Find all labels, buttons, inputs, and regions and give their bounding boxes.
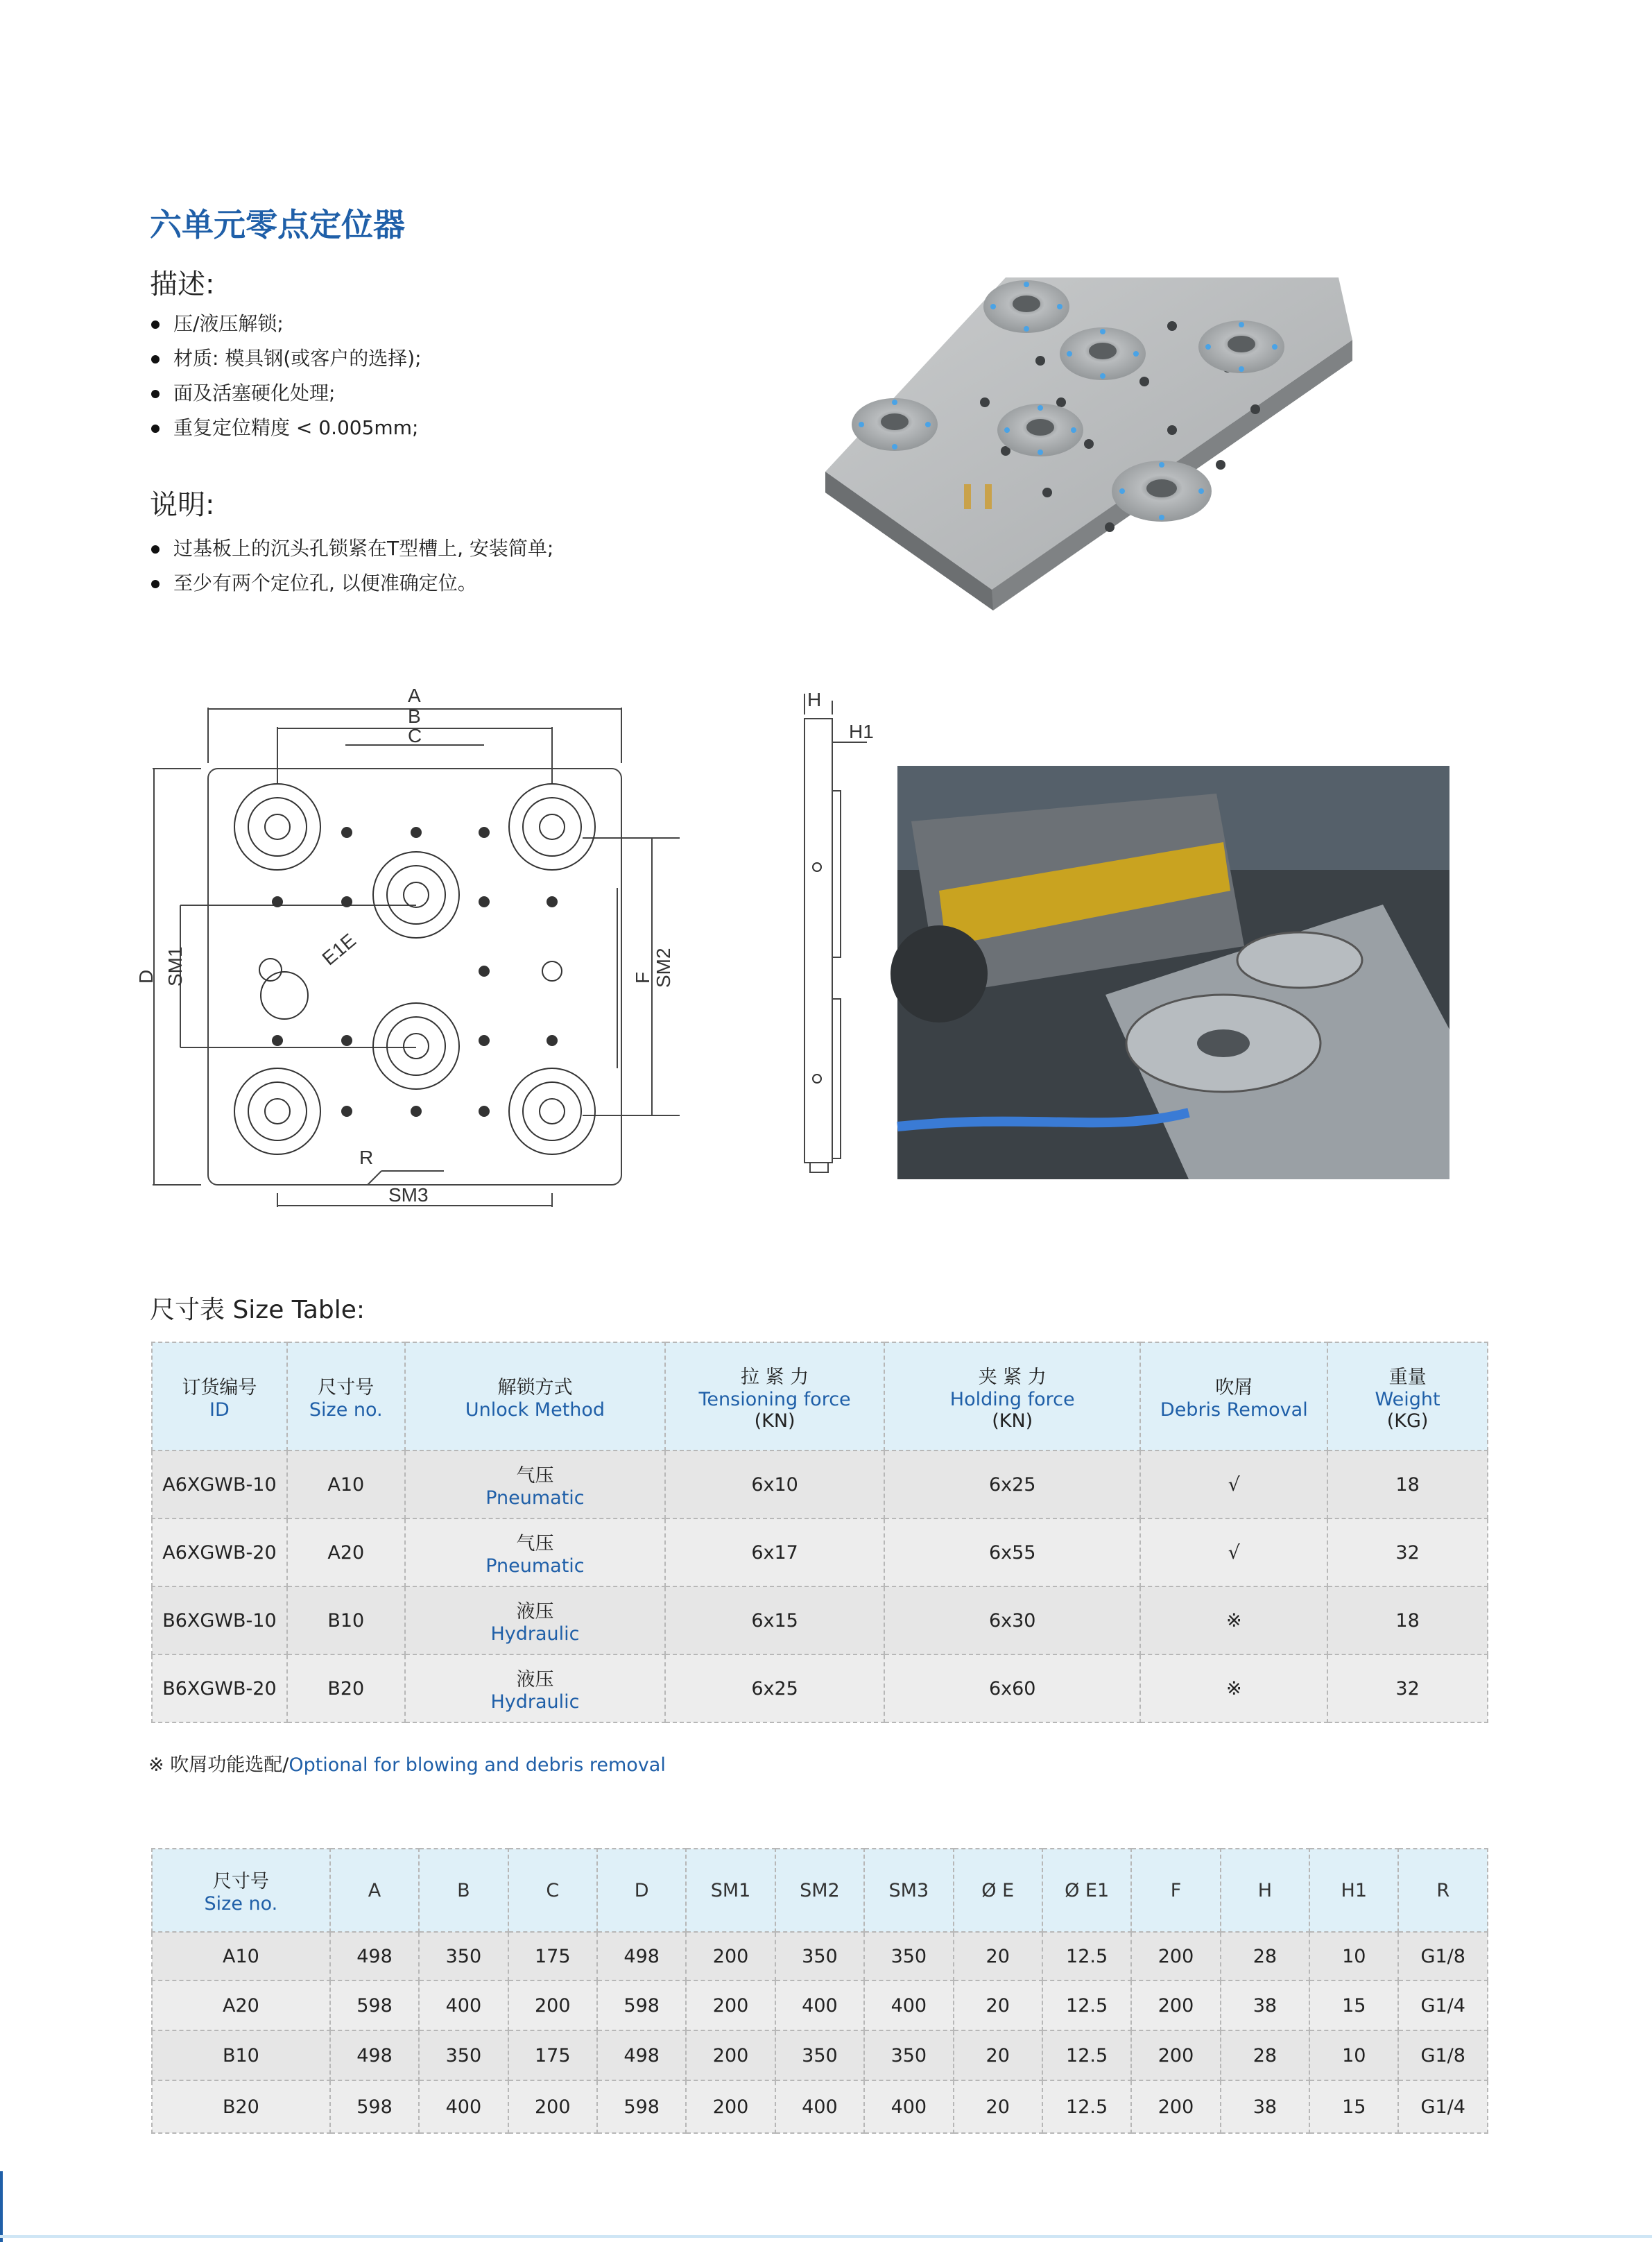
header-cell: H bbox=[1221, 1849, 1309, 1932]
cell-value: 400 bbox=[864, 2080, 953, 2133]
table-row bbox=[152, 2030, 1488, 2080]
cell-value: 200 bbox=[686, 2080, 775, 2133]
product-render-image bbox=[811, 264, 1366, 597]
cell-value: 200 bbox=[686, 1980, 775, 2030]
cell-method: 液压 Hydraulic bbox=[405, 1586, 666, 1654]
cell-id: A6XGWB-10 bbox=[152, 1451, 287, 1518]
cell-value: 12.5 bbox=[1042, 2080, 1131, 2133]
cell-value: 28 bbox=[1221, 1932, 1309, 1980]
cell-value: 12.5 bbox=[1042, 1980, 1131, 2030]
cell-weight: 32 bbox=[1327, 1518, 1488, 1586]
cell-value: 28 bbox=[1221, 2030, 1309, 2080]
cell-size: B20 bbox=[152, 2080, 330, 2133]
page-bottom-rule bbox=[0, 2235, 1652, 2238]
cell-weight: 18 bbox=[1327, 1451, 1488, 1518]
cell-value: 200 bbox=[686, 1932, 775, 1980]
notes-item: 过基板上的沉头孔锁紧在T型槽上, 安装简单; bbox=[148, 531, 553, 566]
table-row bbox=[152, 2080, 1488, 2133]
cell-value: 38 bbox=[1221, 2080, 1309, 2133]
cell-value: 200 bbox=[686, 2030, 775, 2080]
cell-value: 200 bbox=[1131, 1980, 1220, 2030]
dim-label-SM3: SM3 bbox=[388, 1184, 429, 1206]
cell-size: A10 bbox=[287, 1451, 405, 1518]
cell-value: 200 bbox=[508, 2080, 597, 2133]
header-cell: B bbox=[419, 1849, 508, 1932]
header-cell: Ø E1 bbox=[1042, 1849, 1131, 1932]
order-table bbox=[151, 1342, 1488, 1723]
cell-tension: 6x10 bbox=[665, 1451, 884, 1518]
dim-label-R: R bbox=[359, 1147, 374, 1168]
dim-label-F: F bbox=[632, 971, 653, 984]
cell-tension: 6x25 bbox=[665, 1654, 884, 1722]
cell-holding: 6x60 bbox=[884, 1654, 1141, 1722]
cell-value: 400 bbox=[864, 1980, 953, 2030]
cell-value: 350 bbox=[419, 2030, 508, 2080]
dim-label-C: C bbox=[408, 725, 422, 746]
cell-value: 10 bbox=[1309, 1932, 1398, 1980]
cell-value: 498 bbox=[597, 2030, 686, 2080]
cell-value: 598 bbox=[330, 1980, 419, 2030]
cell-weight: 18 bbox=[1327, 1586, 1488, 1654]
cell-value: G1/4 bbox=[1398, 1980, 1488, 2030]
cell-value: 350 bbox=[864, 2030, 953, 2080]
cell-id: B6XGWB-10 bbox=[152, 1586, 287, 1654]
header-cell: 夹 紧 力 Holding force (KN) bbox=[884, 1342, 1141, 1451]
cell-value: 350 bbox=[775, 2030, 864, 2080]
table-row bbox=[152, 1586, 1488, 1654]
footnote bbox=[148, 1749, 666, 1777]
cell-tension: 6x15 bbox=[665, 1586, 884, 1654]
cell-value: 10 bbox=[1309, 2030, 1398, 2080]
cell-value: 200 bbox=[1131, 2080, 1220, 2133]
header-cell: 重量 Weight (KG) bbox=[1327, 1342, 1488, 1451]
cell-value: 38 bbox=[1221, 1980, 1309, 2030]
header-cell: F bbox=[1131, 1849, 1220, 1932]
table-row bbox=[152, 1980, 1488, 2030]
cell-value: 200 bbox=[1131, 2030, 1220, 2080]
table-row bbox=[152, 1654, 1488, 1722]
notes-item: 至少有两个定位孔, 以便准确定位。 bbox=[148, 566, 553, 601]
cell-method: 气压 Pneumatic bbox=[405, 1451, 666, 1518]
cell-value: 20 bbox=[954, 2030, 1042, 2080]
cell-size: B10 bbox=[287, 1586, 405, 1654]
cell-value: 400 bbox=[775, 2080, 864, 2133]
application-photo bbox=[897, 766, 1449, 1179]
cell-value: 598 bbox=[597, 1980, 686, 2030]
cell-value: 498 bbox=[597, 1932, 686, 1980]
table-row bbox=[152, 1451, 1488, 1518]
cell-value: 20 bbox=[954, 1932, 1042, 1980]
header-cell: H1 bbox=[1309, 1849, 1398, 1932]
order-table-header-row bbox=[152, 1342, 1488, 1451]
page-edge-accent bbox=[0, 2171, 3, 2242]
header-cell: 订货编号 ID bbox=[152, 1342, 287, 1451]
cell-debris: ※ bbox=[1140, 1586, 1327, 1654]
cell-holding: 6x25 bbox=[884, 1451, 1141, 1518]
size-table-heading: 尺寸表 Size Table: bbox=[150, 1296, 365, 1324]
cell-debris: √ bbox=[1140, 1451, 1327, 1518]
cell-size: B10 bbox=[152, 2030, 330, 2080]
cell-value: 350 bbox=[419, 1932, 508, 1980]
top-view-drawing bbox=[135, 680, 694, 1221]
cell-debris: √ bbox=[1140, 1518, 1327, 1586]
notes-heading: 说明: bbox=[150, 489, 215, 521]
header-cell: D bbox=[597, 1849, 686, 1932]
cell-id: B6XGWB-20 bbox=[152, 1654, 287, 1722]
cell-value: 400 bbox=[775, 1980, 864, 2030]
notes-list bbox=[148, 531, 553, 601]
cell-method: 液压 Hydraulic bbox=[405, 1654, 666, 1722]
cell-value: 400 bbox=[419, 1980, 508, 2030]
cell-value: 400 bbox=[419, 2080, 508, 2133]
dimension-table bbox=[151, 1848, 1488, 2134]
header-cell: A bbox=[330, 1849, 419, 1932]
header-cell: R bbox=[1398, 1849, 1488, 1932]
cell-value: 350 bbox=[775, 1932, 864, 1980]
cell-weight: 32 bbox=[1327, 1654, 1488, 1722]
description-item: 重复定位精度 < 0.005mm; bbox=[148, 411, 422, 445]
cell-value: 20 bbox=[954, 1980, 1042, 2030]
cell-value: 200 bbox=[508, 1980, 597, 2030]
description-item: 材质: 模具钢(或客户的选择); bbox=[148, 341, 422, 376]
side-view-drawing bbox=[791, 687, 881, 1200]
dim-label-H1: H1 bbox=[849, 721, 874, 742]
cell-size: A10 bbox=[152, 1932, 330, 1980]
dim-label-A: A bbox=[408, 685, 421, 706]
header-cell: 拉 紧 力 Tensioning force (KN) bbox=[665, 1342, 884, 1451]
cell-value: G1/4 bbox=[1398, 2080, 1488, 2133]
header-cell: SM1 bbox=[686, 1849, 775, 1932]
cell-value: 175 bbox=[508, 1932, 597, 1980]
header-cell: SM2 bbox=[775, 1849, 864, 1932]
cell-value: 350 bbox=[864, 1932, 953, 1980]
footnote-en: Optional for blowing and debris removal bbox=[289, 1754, 666, 1776]
cell-size: A20 bbox=[287, 1518, 405, 1586]
description-list bbox=[148, 307, 422, 445]
cell-value: 498 bbox=[330, 2030, 419, 2080]
header-cell: Ø E bbox=[954, 1849, 1042, 1932]
dim-label-E1E: E1E bbox=[318, 929, 361, 970]
dim-label-H: H bbox=[807, 689, 822, 710]
dimension-table-body bbox=[152, 1932, 1488, 2133]
cell-value: 15 bbox=[1309, 2080, 1398, 2133]
table-row bbox=[152, 1932, 1488, 1980]
dimension-table-header-row bbox=[152, 1849, 1488, 1932]
cell-value: 498 bbox=[330, 1932, 419, 1980]
table-row bbox=[152, 1518, 1488, 1586]
cell-value: 598 bbox=[597, 2080, 686, 2133]
header-cell: C bbox=[508, 1849, 597, 1932]
cell-debris: ※ bbox=[1140, 1654, 1327, 1722]
cell-value: G1/8 bbox=[1398, 1932, 1488, 1980]
dim-label-B: B bbox=[408, 705, 421, 727]
cell-id: A6XGWB-20 bbox=[152, 1518, 287, 1586]
cell-value: 175 bbox=[508, 2030, 597, 2080]
description-item: 面及活塞硬化处理; bbox=[148, 376, 422, 411]
cell-holding: 6x55 bbox=[884, 1518, 1141, 1586]
header-cell: 尺寸号 Size no. bbox=[152, 1849, 330, 1932]
cell-size: A20 bbox=[152, 1980, 330, 2030]
cell-value: G1/8 bbox=[1398, 2030, 1488, 2080]
header-cell: 尺寸号 Size no. bbox=[287, 1342, 405, 1451]
description-heading: 描述: bbox=[150, 268, 215, 300]
cell-value: 15 bbox=[1309, 1980, 1398, 2030]
cell-holding: 6x30 bbox=[884, 1586, 1141, 1654]
cell-value: 12.5 bbox=[1042, 1932, 1131, 1980]
footnote-cn: ※ 吹屑功能选配/ bbox=[148, 1754, 289, 1776]
header-cell: SM3 bbox=[864, 1849, 953, 1932]
dim-label-D: D bbox=[135, 969, 157, 984]
description-item: 压/液压解锁; bbox=[148, 307, 422, 341]
cell-value: 200 bbox=[1131, 1932, 1220, 1980]
dim-label-SM2: SM2 bbox=[653, 948, 674, 988]
cell-method: 气压 Pneumatic bbox=[405, 1518, 666, 1586]
cell-size: B20 bbox=[287, 1654, 405, 1722]
cell-value: 598 bbox=[330, 2080, 419, 2133]
page-title: 六单元零点定位器 bbox=[150, 206, 405, 243]
cell-value: 12.5 bbox=[1042, 2030, 1131, 2080]
cell-tension: 6x17 bbox=[665, 1518, 884, 1586]
header-cell: 解锁方式 Unlock Method bbox=[405, 1342, 666, 1451]
header-cell: 吹屑 Debris Removal bbox=[1140, 1342, 1327, 1451]
dim-label-SM1: SM1 bbox=[164, 946, 186, 986]
cell-value: 20 bbox=[954, 2080, 1042, 2133]
